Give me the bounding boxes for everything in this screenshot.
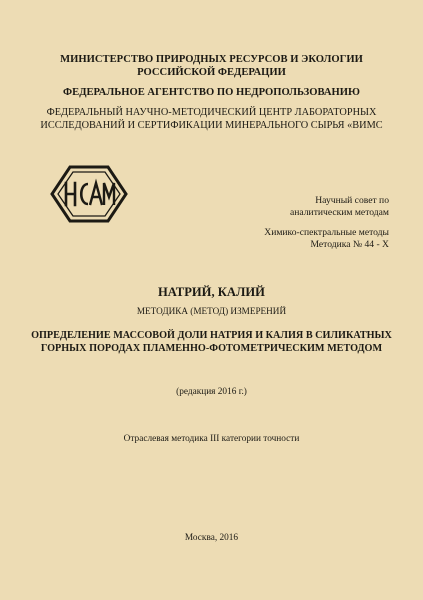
ministry-line-2: РОССИЙСКОЙ ФЕДЕРАЦИИ: [137, 67, 286, 78]
document-subtitle: МЕТОДИКА (МЕТОД) ИЗМЕРЕНИЙ: [136, 306, 287, 316]
accuracy-category: Отраслевая методика III категории точности: [123, 434, 300, 444]
edition-note: (редакция 2016 г.): [176, 387, 247, 397]
methods-line-1: Химико-спектральные методы: [264, 227, 389, 238]
city-year: Москва, 2016: [184, 533, 239, 543]
method-definition: [20, 330, 403, 355]
nsam-logo-icon: [50, 165, 128, 223]
research-center-heading: [20, 106, 403, 132]
ministry-heading: [20, 53, 403, 79]
research-center-line-2: ИССЛЕДОВАНИЙ И СЕРТИФИКАЦИИ МИНЕРАЛЬНОГО СЫРЬЯ «ВИМС: [40, 120, 383, 131]
method-definition-line-1: ОПРЕДЕЛЕНИЕ МАССОВОЙ ДОЛИ НАТРИЯ И КАЛИЯ В СИЛИКАТНЫХ: [31, 330, 392, 341]
method-definition-line-2: ГОРНЫХ ПОРОДАХ ПЛАМЕННО-ФОТОМЕТРИЧЕСКИМ МЕТОДОМ: [40, 342, 383, 354]
council-line-1: Научный совет по: [315, 195, 389, 206]
research-center-line-1: ФЕДЕРАЛЬНЫЙ НАУЧНО-МЕТОДИЧЕСКИЙ ЦЕНТР ЛАБОРАТОРНЫХ: [46, 107, 377, 118]
methods-block: [264, 227, 389, 251]
council-line-2: аналитическим методам: [290, 207, 389, 218]
document-title: НАТРИЙ, КАЛИЙ: [158, 285, 265, 299]
methods-number: Методика № 44 - Х: [310, 239, 389, 250]
ministry-line-1: МИНИСТЕРСТВО ПРИРОДНЫХ РЕСУРСОВ И ЭКОЛОГИИ: [60, 54, 363, 65]
council-block: [290, 195, 389, 219]
agency-heading: ФЕДЕРАЛЬНОЕ АГЕНТСТВО ПО НЕДРОПОЛЬЗОВАНИЮ: [63, 87, 360, 98]
